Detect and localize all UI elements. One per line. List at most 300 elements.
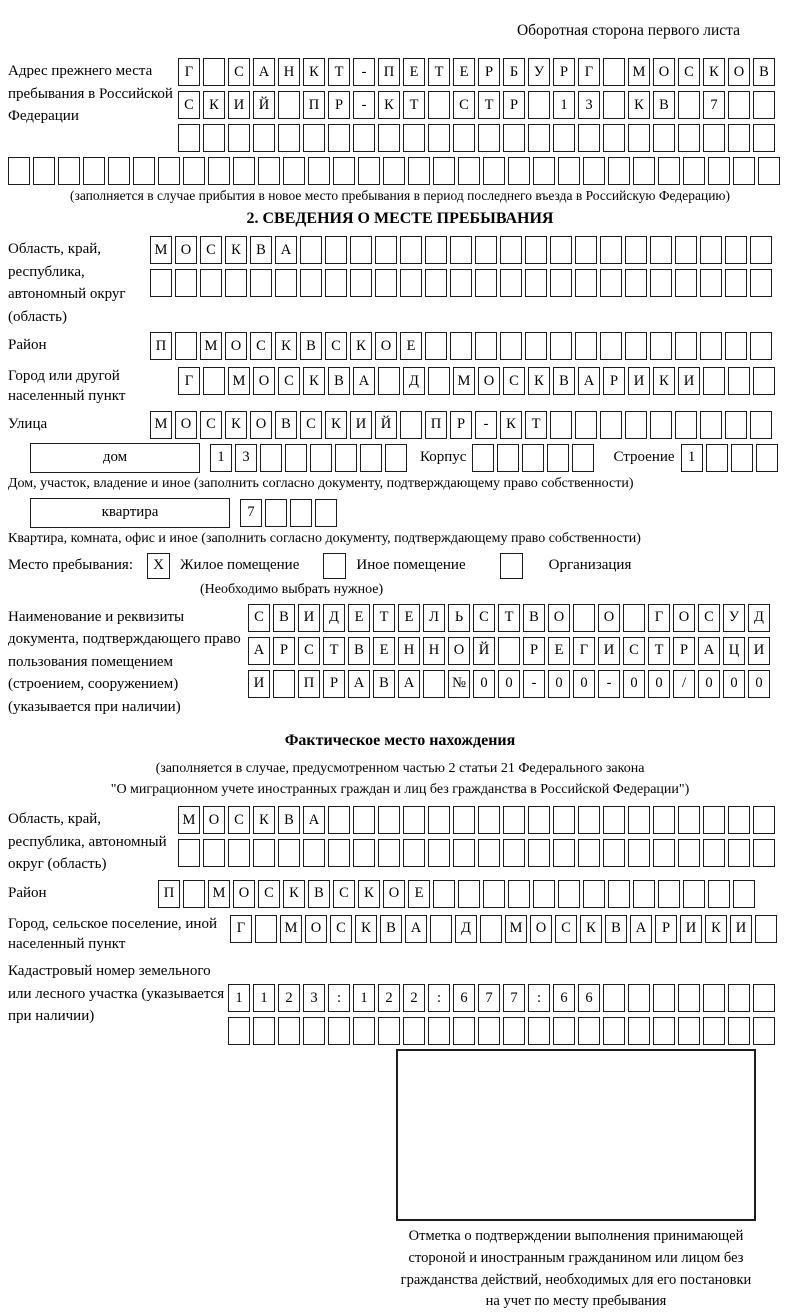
form-cell[interactable] bbox=[8, 157, 30, 185]
form-cell[interactable]: 1 bbox=[553, 91, 575, 119]
form-cell[interactable] bbox=[358, 157, 380, 185]
form-cell[interactable] bbox=[378, 839, 400, 867]
form-cell[interactable] bbox=[308, 157, 330, 185]
form-cell[interactable] bbox=[497, 444, 519, 472]
stay-other-checkbox[interactable] bbox=[323, 553, 346, 579]
form-cell[interactable] bbox=[528, 91, 550, 119]
form-cell[interactable] bbox=[328, 124, 350, 152]
form-cell[interactable]: П bbox=[298, 670, 320, 698]
form-cell[interactable] bbox=[183, 880, 205, 908]
city-row[interactable] bbox=[178, 367, 778, 395]
form-cell[interactable] bbox=[558, 157, 580, 185]
form-cell[interactable]: У bbox=[528, 58, 550, 86]
form-cell[interactable]: Ь bbox=[448, 604, 470, 632]
form-cell[interactable] bbox=[260, 444, 282, 472]
district-row[interactable] bbox=[150, 332, 775, 360]
form-cell[interactable] bbox=[700, 269, 722, 297]
form-cell[interactable] bbox=[600, 236, 622, 264]
form-cell[interactable]: О bbox=[375, 332, 397, 360]
form-cell[interactable] bbox=[450, 269, 472, 297]
region-row-1[interactable] bbox=[150, 236, 775, 264]
form-cell[interactable] bbox=[383, 157, 405, 185]
form-cell[interactable] bbox=[728, 124, 750, 152]
form-cell[interactable]: В bbox=[753, 58, 775, 86]
form-cell[interactable]: С bbox=[473, 604, 495, 632]
form-cell[interactable]: 7 bbox=[703, 91, 725, 119]
form-cell[interactable]: О bbox=[653, 58, 675, 86]
form-cell[interactable]: Р bbox=[523, 637, 545, 665]
form-cell[interactable]: К bbox=[303, 58, 325, 86]
fact-city-row[interactable] bbox=[230, 915, 780, 943]
form-cell[interactable] bbox=[633, 880, 655, 908]
form-cell[interactable]: В bbox=[328, 367, 350, 395]
form-cell[interactable] bbox=[303, 839, 325, 867]
form-cell[interactable] bbox=[683, 157, 705, 185]
form-cell[interactable]: О bbox=[175, 236, 197, 264]
form-cell[interactable] bbox=[675, 269, 697, 297]
form-cell[interactable]: О bbox=[728, 58, 750, 86]
form-cell[interactable] bbox=[408, 157, 430, 185]
form-cell[interactable]: К bbox=[378, 91, 400, 119]
form-cell[interactable]: - bbox=[598, 670, 620, 698]
form-cell[interactable] bbox=[83, 157, 105, 185]
form-cell[interactable]: Г bbox=[178, 367, 200, 395]
form-cell[interactable] bbox=[653, 984, 675, 1012]
form-cell[interactable] bbox=[703, 367, 725, 395]
form-cell[interactable]: В bbox=[348, 637, 370, 665]
form-cell[interactable] bbox=[553, 1017, 575, 1045]
form-cell[interactable] bbox=[578, 1017, 600, 1045]
form-cell[interactable] bbox=[200, 269, 222, 297]
form-cell[interactable] bbox=[328, 806, 350, 834]
form-cell[interactable] bbox=[728, 91, 750, 119]
form-cell[interactable] bbox=[150, 269, 172, 297]
form-cell[interactable] bbox=[428, 806, 450, 834]
form-cell[interactable]: О bbox=[250, 411, 272, 439]
form-cell[interactable] bbox=[653, 839, 675, 867]
form-cell[interactable]: С bbox=[503, 367, 525, 395]
form-cell[interactable]: Б bbox=[503, 58, 525, 86]
form-cell[interactable]: Т bbox=[525, 411, 547, 439]
form-cell[interactable] bbox=[575, 332, 597, 360]
form-cell[interactable] bbox=[428, 1017, 450, 1045]
form-cell[interactable]: Т bbox=[373, 604, 395, 632]
form-cell[interactable] bbox=[753, 1017, 775, 1045]
form-cell[interactable]: О bbox=[598, 604, 620, 632]
form-cell[interactable] bbox=[703, 806, 725, 834]
form-cell[interactable] bbox=[353, 806, 375, 834]
form-cell[interactable] bbox=[253, 1017, 275, 1045]
form-cell[interactable]: С bbox=[453, 91, 475, 119]
form-cell[interactable] bbox=[608, 157, 630, 185]
form-cell[interactable]: 0 bbox=[648, 670, 670, 698]
form-cell[interactable]: А bbox=[253, 58, 275, 86]
form-cell[interactable]: В bbox=[380, 915, 402, 943]
form-cell[interactable] bbox=[265, 499, 287, 527]
form-cell[interactable]: А bbox=[303, 806, 325, 834]
form-cell[interactable] bbox=[603, 58, 625, 86]
form-cell[interactable] bbox=[653, 806, 675, 834]
form-cell[interactable]: Р bbox=[503, 91, 525, 119]
form-cell[interactable]: 0 bbox=[473, 670, 495, 698]
form-cell[interactable]: № bbox=[448, 670, 470, 698]
form-cell[interactable] bbox=[428, 91, 450, 119]
form-cell[interactable] bbox=[403, 1017, 425, 1045]
form-cell[interactable] bbox=[178, 124, 200, 152]
form-cell[interactable]: И bbox=[350, 411, 372, 439]
form-cell[interactable] bbox=[653, 124, 675, 152]
form-cell[interactable] bbox=[675, 411, 697, 439]
form-cell[interactable]: С bbox=[278, 367, 300, 395]
form-cell[interactable]: 1 bbox=[353, 984, 375, 1012]
form-cell[interactable] bbox=[453, 124, 475, 152]
form-cell[interactable]: Й bbox=[253, 91, 275, 119]
form-cell[interactable]: И bbox=[680, 915, 702, 943]
form-cell[interactable]: Н bbox=[398, 637, 420, 665]
form-cell[interactable]: Д bbox=[455, 915, 477, 943]
form-cell[interactable] bbox=[525, 269, 547, 297]
form-cell[interactable]: С bbox=[200, 236, 222, 264]
form-cell[interactable] bbox=[528, 839, 550, 867]
form-cell[interactable]: М bbox=[208, 880, 230, 908]
form-cell[interactable]: И bbox=[748, 637, 770, 665]
form-cell[interactable] bbox=[753, 367, 775, 395]
form-cell[interactable]: И bbox=[678, 367, 700, 395]
form-cell[interactable] bbox=[325, 269, 347, 297]
form-cell[interactable] bbox=[453, 806, 475, 834]
form-cell[interactable]: Т bbox=[428, 58, 450, 86]
form-cell[interactable]: 2 bbox=[278, 984, 300, 1012]
form-cell[interactable]: Р bbox=[328, 91, 350, 119]
form-cell[interactable] bbox=[650, 332, 672, 360]
form-cell[interactable]: М bbox=[150, 411, 172, 439]
form-cell[interactable] bbox=[525, 332, 547, 360]
form-cell[interactable] bbox=[708, 880, 730, 908]
form-cell[interactable] bbox=[450, 332, 472, 360]
form-cell[interactable] bbox=[728, 839, 750, 867]
form-cell[interactable] bbox=[528, 806, 550, 834]
form-cell[interactable]: К bbox=[355, 915, 377, 943]
form-cell[interactable] bbox=[433, 880, 455, 908]
form-cell[interactable] bbox=[703, 984, 725, 1012]
form-cell[interactable] bbox=[353, 839, 375, 867]
form-cell[interactable] bbox=[278, 124, 300, 152]
form-cell[interactable] bbox=[558, 880, 580, 908]
prev-address-row-3[interactable] bbox=[178, 124, 778, 152]
form-cell[interactable]: 0 bbox=[548, 670, 570, 698]
form-cell[interactable] bbox=[203, 124, 225, 152]
form-cell[interactable]: С bbox=[330, 915, 352, 943]
form-cell[interactable] bbox=[756, 444, 778, 472]
form-cell[interactable] bbox=[533, 880, 555, 908]
form-cell[interactable] bbox=[675, 332, 697, 360]
form-cell[interactable] bbox=[575, 236, 597, 264]
form-cell[interactable] bbox=[603, 839, 625, 867]
form-cell[interactable]: С bbox=[228, 806, 250, 834]
form-cell[interactable] bbox=[603, 91, 625, 119]
form-cell[interactable]: Т bbox=[323, 637, 345, 665]
form-cell[interactable] bbox=[508, 880, 530, 908]
cadastre-row-2[interactable] bbox=[228, 1017, 778, 1045]
form-cell[interactable] bbox=[625, 411, 647, 439]
form-cell[interactable]: Р bbox=[478, 58, 500, 86]
form-cell[interactable]: К bbox=[325, 411, 347, 439]
form-cell[interactable] bbox=[625, 269, 647, 297]
form-cell[interactable]: К bbox=[705, 915, 727, 943]
form-cell[interactable]: А bbox=[348, 670, 370, 698]
form-cell[interactable]: М bbox=[178, 806, 200, 834]
form-cell[interactable]: О bbox=[305, 915, 327, 943]
form-cell[interactable]: К bbox=[703, 58, 725, 86]
form-cell[interactable] bbox=[728, 984, 750, 1012]
form-cell[interactable] bbox=[483, 157, 505, 185]
form-cell[interactable] bbox=[533, 157, 555, 185]
form-cell[interactable]: А bbox=[630, 915, 652, 943]
form-cell[interactable] bbox=[328, 1017, 350, 1045]
form-cell[interactable]: А bbox=[398, 670, 420, 698]
form-cell[interactable]: Г bbox=[648, 604, 670, 632]
form-cell[interactable] bbox=[725, 411, 747, 439]
form-cell[interactable] bbox=[175, 332, 197, 360]
form-cell[interactable] bbox=[728, 1017, 750, 1045]
form-cell[interactable]: 6 bbox=[578, 984, 600, 1012]
form-cell[interactable] bbox=[250, 269, 272, 297]
form-cell[interactable]: : bbox=[328, 984, 350, 1012]
form-cell[interactable] bbox=[550, 236, 572, 264]
form-cell[interactable]: С bbox=[325, 332, 347, 360]
form-cell[interactable] bbox=[728, 367, 750, 395]
form-cell[interactable] bbox=[725, 332, 747, 360]
form-cell[interactable]: А bbox=[353, 367, 375, 395]
form-cell[interactable] bbox=[475, 332, 497, 360]
form-cell[interactable] bbox=[733, 157, 755, 185]
form-cell[interactable]: Н bbox=[278, 58, 300, 86]
form-cell[interactable]: 0 bbox=[498, 670, 520, 698]
form-cell[interactable] bbox=[753, 839, 775, 867]
form-cell[interactable]: В bbox=[373, 670, 395, 698]
form-cell[interactable] bbox=[480, 915, 502, 943]
form-cell[interactable] bbox=[278, 839, 300, 867]
form-cell[interactable] bbox=[650, 269, 672, 297]
form-cell[interactable]: 2 bbox=[378, 984, 400, 1012]
form-cell[interactable]: - bbox=[353, 58, 375, 86]
fact-district-row[interactable] bbox=[158, 880, 758, 908]
form-cell[interactable]: Е bbox=[348, 604, 370, 632]
form-cell[interactable]: С bbox=[228, 58, 250, 86]
form-cell[interactable]: С bbox=[678, 58, 700, 86]
form-cell[interactable] bbox=[203, 367, 225, 395]
form-cell[interactable]: Е bbox=[453, 58, 475, 86]
form-cell[interactable]: С bbox=[623, 637, 645, 665]
form-cell[interactable] bbox=[500, 332, 522, 360]
form-cell[interactable]: К bbox=[653, 367, 675, 395]
korpus-cells[interactable] bbox=[472, 444, 597, 472]
form-cell[interactable]: / bbox=[673, 670, 695, 698]
form-cell[interactable] bbox=[310, 444, 332, 472]
form-cell[interactable] bbox=[578, 124, 600, 152]
form-cell[interactable] bbox=[753, 124, 775, 152]
form-cell[interactable]: - bbox=[353, 91, 375, 119]
form-cell[interactable] bbox=[653, 1017, 675, 1045]
form-cell[interactable] bbox=[678, 806, 700, 834]
form-cell[interactable]: М bbox=[200, 332, 222, 360]
form-cell[interactable]: Л bbox=[423, 604, 445, 632]
form-cell[interactable]: С bbox=[250, 332, 272, 360]
form-cell[interactable]: М bbox=[228, 367, 250, 395]
form-cell[interactable] bbox=[753, 984, 775, 1012]
form-cell[interactable] bbox=[300, 236, 322, 264]
form-cell[interactable] bbox=[583, 880, 605, 908]
form-cell[interactable]: К bbox=[225, 411, 247, 439]
form-cell[interactable]: А bbox=[248, 637, 270, 665]
form-cell[interactable]: В bbox=[273, 604, 295, 632]
form-cell[interactable] bbox=[428, 839, 450, 867]
form-cell[interactable]: Е bbox=[408, 880, 430, 908]
form-cell[interactable]: К bbox=[303, 367, 325, 395]
form-cell[interactable] bbox=[603, 984, 625, 1012]
form-cell[interactable] bbox=[458, 157, 480, 185]
form-cell[interactable] bbox=[623, 604, 645, 632]
form-cell[interactable] bbox=[678, 984, 700, 1012]
form-cell[interactable] bbox=[503, 806, 525, 834]
form-cell[interactable]: К bbox=[275, 332, 297, 360]
form-cell[interactable]: Г bbox=[578, 58, 600, 86]
form-cell[interactable]: Г bbox=[230, 915, 252, 943]
form-cell[interactable] bbox=[175, 269, 197, 297]
form-cell[interactable] bbox=[728, 806, 750, 834]
form-cell[interactable]: Р bbox=[273, 637, 295, 665]
form-cell[interactable]: В bbox=[278, 806, 300, 834]
form-cell[interactable]: Т bbox=[403, 91, 425, 119]
form-cell[interactable]: К bbox=[628, 91, 650, 119]
form-cell[interactable] bbox=[503, 839, 525, 867]
stay-organization-checkbox[interactable] bbox=[500, 553, 523, 579]
form-cell[interactable]: Й bbox=[473, 637, 495, 665]
form-cell[interactable]: О bbox=[548, 604, 570, 632]
form-cell[interactable] bbox=[328, 839, 350, 867]
form-cell[interactable]: 2 bbox=[403, 984, 425, 1012]
form-cell[interactable]: : bbox=[528, 984, 550, 1012]
form-cell[interactable] bbox=[703, 1017, 725, 1045]
form-cell[interactable]: - bbox=[523, 670, 545, 698]
form-cell[interactable]: С bbox=[200, 411, 222, 439]
form-cell[interactable] bbox=[303, 124, 325, 152]
form-cell[interactable]: 3 bbox=[303, 984, 325, 1012]
form-cell[interactable]: И bbox=[628, 367, 650, 395]
form-cell[interactable]: Р bbox=[603, 367, 625, 395]
form-cell[interactable] bbox=[725, 269, 747, 297]
form-cell[interactable]: О bbox=[530, 915, 552, 943]
form-cell[interactable]: 0 bbox=[723, 670, 745, 698]
form-cell[interactable]: Е bbox=[403, 58, 425, 86]
document-row-2[interactable] bbox=[248, 637, 773, 665]
form-cell[interactable]: К bbox=[225, 236, 247, 264]
form-cell[interactable] bbox=[731, 444, 753, 472]
form-cell[interactable]: Р bbox=[323, 670, 345, 698]
form-cell[interactable] bbox=[428, 124, 450, 152]
form-cell[interactable] bbox=[450, 236, 472, 264]
form-cell[interactable] bbox=[378, 367, 400, 395]
form-cell[interactable]: 6 bbox=[453, 984, 475, 1012]
form-cell[interactable]: В bbox=[250, 236, 272, 264]
form-cell[interactable]: С bbox=[555, 915, 577, 943]
form-cell[interactable] bbox=[253, 839, 275, 867]
form-cell[interactable] bbox=[108, 157, 130, 185]
form-cell[interactable]: О bbox=[253, 367, 275, 395]
form-cell[interactable] bbox=[133, 157, 155, 185]
form-cell[interactable] bbox=[678, 91, 700, 119]
form-cell[interactable]: П bbox=[425, 411, 447, 439]
form-cell[interactable] bbox=[290, 499, 312, 527]
form-cell[interactable] bbox=[708, 157, 730, 185]
form-cell[interactable] bbox=[158, 157, 180, 185]
prev-address-row-1[interactable] bbox=[178, 58, 778, 86]
form-cell[interactable] bbox=[273, 670, 295, 698]
form-cell[interactable] bbox=[478, 806, 500, 834]
document-row-1[interactable] bbox=[248, 604, 773, 632]
form-cell[interactable] bbox=[547, 444, 569, 472]
form-cell[interactable] bbox=[353, 1017, 375, 1045]
form-cell[interactable]: К bbox=[203, 91, 225, 119]
form-cell[interactable] bbox=[478, 1017, 500, 1045]
form-cell[interactable] bbox=[400, 269, 422, 297]
form-cell[interactable] bbox=[733, 880, 755, 908]
form-cell[interactable]: Р bbox=[450, 411, 472, 439]
form-cell[interactable] bbox=[522, 444, 544, 472]
form-cell[interactable] bbox=[425, 269, 447, 297]
form-cell[interactable] bbox=[750, 269, 772, 297]
form-cell[interactable] bbox=[575, 411, 597, 439]
form-cell[interactable]: А bbox=[578, 367, 600, 395]
form-cell[interactable] bbox=[403, 806, 425, 834]
prev-address-row-2[interactable] bbox=[178, 91, 778, 119]
form-cell[interactable]: М bbox=[505, 915, 527, 943]
document-row-3[interactable] bbox=[248, 670, 773, 698]
form-cell[interactable] bbox=[550, 269, 572, 297]
form-cell[interactable] bbox=[650, 236, 672, 264]
form-cell[interactable] bbox=[430, 915, 452, 943]
form-cell[interactable] bbox=[353, 124, 375, 152]
form-cell[interactable]: С bbox=[698, 604, 720, 632]
form-cell[interactable]: М bbox=[628, 58, 650, 86]
form-cell[interactable] bbox=[678, 839, 700, 867]
form-cell[interactable]: 7 bbox=[478, 984, 500, 1012]
form-cell[interactable] bbox=[33, 157, 55, 185]
form-cell[interactable]: С bbox=[298, 637, 320, 665]
form-cell[interactable]: 3 bbox=[578, 91, 600, 119]
form-cell[interactable]: Т bbox=[498, 604, 520, 632]
form-cell[interactable]: В bbox=[605, 915, 627, 943]
form-cell[interactable]: 3 bbox=[235, 444, 257, 472]
form-cell[interactable] bbox=[385, 444, 407, 472]
form-cell[interactable]: И bbox=[730, 915, 752, 943]
form-cell[interactable]: Р bbox=[655, 915, 677, 943]
form-cell[interactable] bbox=[628, 806, 650, 834]
form-cell[interactable] bbox=[750, 332, 772, 360]
form-cell[interactable]: Д bbox=[323, 604, 345, 632]
form-cell[interactable] bbox=[703, 839, 725, 867]
form-cell[interactable] bbox=[578, 839, 600, 867]
stroenie-cells[interactable] bbox=[681, 444, 781, 472]
form-cell[interactable] bbox=[628, 1017, 650, 1045]
form-cell[interactable] bbox=[625, 236, 647, 264]
form-cell[interactable]: П bbox=[303, 91, 325, 119]
prev-address-row-4[interactable] bbox=[8, 157, 792, 185]
form-cell[interactable]: В bbox=[653, 91, 675, 119]
form-cell[interactable] bbox=[658, 880, 680, 908]
form-cell[interactable]: У bbox=[723, 604, 745, 632]
form-cell[interactable]: Е bbox=[398, 604, 420, 632]
